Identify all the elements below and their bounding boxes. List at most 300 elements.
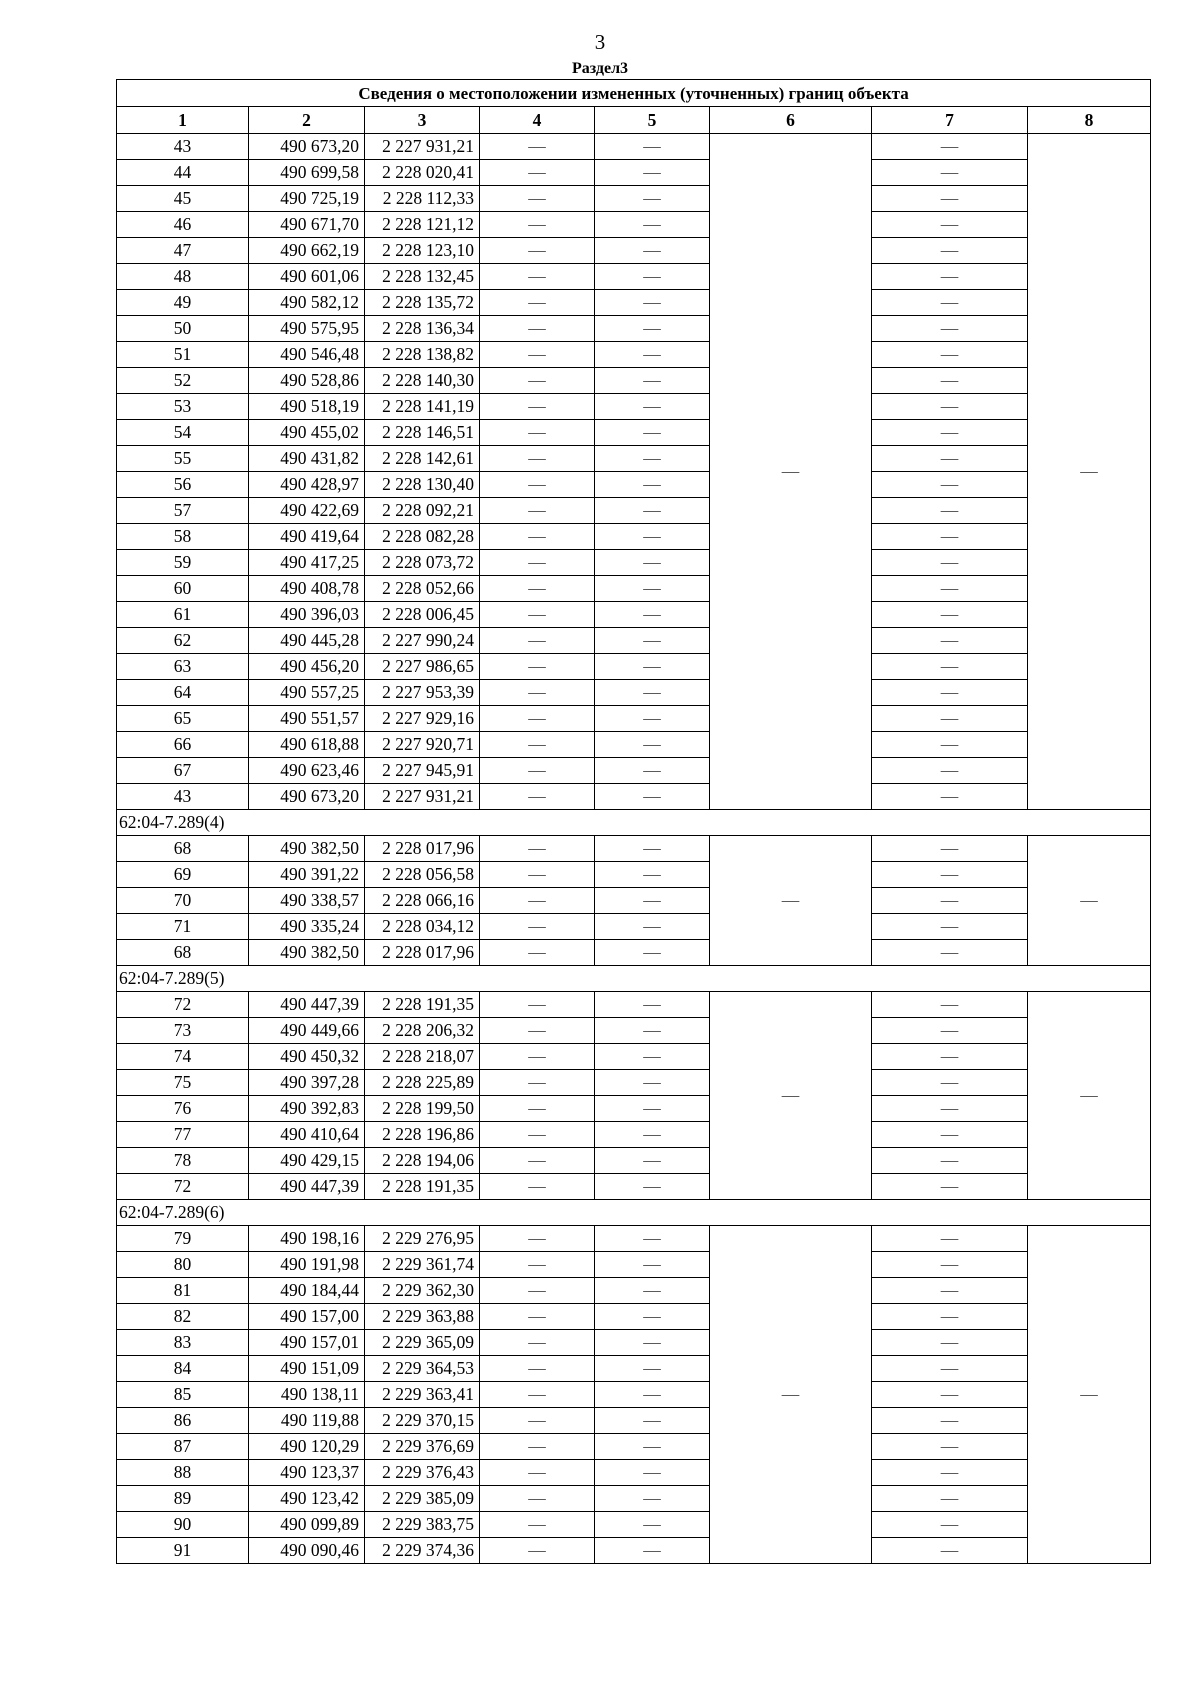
point-number-cell: 73 [117, 1018, 249, 1044]
point-number-cell: 67 [117, 758, 249, 784]
table-row [117, 992, 1151, 1018]
table-row [117, 732, 1151, 758]
point-number-cell: 58 [117, 524, 249, 550]
x-coordinate-cell: 490 151,09 [249, 1356, 365, 1382]
col7-dash-cell: — [872, 1252, 1028, 1278]
col5-dash-cell: — [595, 1070, 710, 1096]
y-coordinate-cell: 2 228 225,89 [365, 1070, 480, 1096]
col7-dash-cell: — [872, 706, 1028, 732]
col4-dash-cell: — [480, 706, 595, 732]
x-coordinate-cell: 490 575,95 [249, 316, 365, 342]
point-number-cell: 87 [117, 1434, 249, 1460]
col7-dash-cell: — [872, 290, 1028, 316]
col7-dash-cell: — [872, 1018, 1028, 1044]
col4-dash-cell: — [480, 1512, 595, 1538]
y-coordinate-cell: 2 228 206,32 [365, 1018, 480, 1044]
table-row [117, 1356, 1151, 1382]
group-label: 62:04-7.289(6) [117, 1200, 1151, 1226]
col7-dash-cell: — [872, 1070, 1028, 1096]
col4-dash-cell: — [480, 654, 595, 680]
col8-merged-dash-cell: — [1028, 1226, 1151, 1564]
y-coordinate-cell: 2 227 931,21 [365, 784, 480, 810]
col5-dash-cell: — [595, 836, 710, 862]
y-coordinate-cell: 2 228 199,50 [365, 1096, 480, 1122]
col7-dash-cell: — [872, 1330, 1028, 1356]
y-coordinate-cell: 2 229 276,95 [365, 1226, 480, 1252]
point-number-cell: 91 [117, 1538, 249, 1564]
col4-dash-cell: — [480, 342, 595, 368]
table-row [117, 888, 1151, 914]
table-row [117, 420, 1151, 446]
col7-dash-cell: — [872, 1486, 1028, 1512]
y-coordinate-cell: 2 229 376,69 [365, 1434, 480, 1460]
y-coordinate-cell: 2 227 953,39 [365, 680, 480, 706]
table-row [117, 758, 1151, 784]
group-label: 62:04-7.289(5) [117, 966, 1151, 992]
table-row [117, 342, 1151, 368]
table-row [117, 550, 1151, 576]
column-header: 3 [365, 107, 480, 134]
col7-dash-cell: — [872, 420, 1028, 446]
x-coordinate-cell: 490 431,82 [249, 446, 365, 472]
col4-dash-cell: — [480, 1486, 595, 1512]
x-coordinate-cell: 490 410,64 [249, 1122, 365, 1148]
col5-dash-cell: — [595, 368, 710, 394]
point-number-cell: 48 [117, 264, 249, 290]
point-number-cell: 86 [117, 1408, 249, 1434]
point-number-cell: 43 [117, 134, 249, 160]
section-label: Раздел3 [571, 60, 629, 77]
y-coordinate-cell: 2 229 385,09 [365, 1486, 480, 1512]
col5-dash-cell: — [595, 1226, 710, 1252]
table-row [117, 1538, 1151, 1564]
col5-dash-cell: — [595, 186, 710, 212]
x-coordinate-cell: 490 725,19 [249, 186, 365, 212]
y-coordinate-cell: 2 228 073,72 [365, 550, 480, 576]
col7-dash-cell: — [872, 732, 1028, 758]
x-coordinate-cell: 490 623,46 [249, 758, 365, 784]
x-coordinate-cell: 490 198,16 [249, 1226, 365, 1252]
col7-dash-cell: — [872, 160, 1028, 186]
col8-merged-dash-cell: — [1028, 134, 1151, 810]
col7-dash-cell: — [872, 1148, 1028, 1174]
x-coordinate-cell: 490 382,50 [249, 836, 365, 862]
col4-dash-cell: — [480, 914, 595, 940]
col4-dash-cell: — [480, 420, 595, 446]
x-coordinate-cell: 490 120,29 [249, 1434, 365, 1460]
col4-dash-cell: — [480, 836, 595, 862]
col7-dash-cell: — [872, 576, 1028, 602]
point-number-cell: 62 [117, 628, 249, 654]
col4-dash-cell: — [480, 1278, 595, 1304]
col4-dash-cell: — [480, 888, 595, 914]
table-row [117, 160, 1151, 186]
y-coordinate-cell: 2 228 052,66 [365, 576, 480, 602]
group-label-row [117, 810, 1151, 836]
x-coordinate-cell: 490 662,19 [249, 238, 365, 264]
col5-dash-cell: — [595, 212, 710, 238]
table-row [117, 498, 1151, 524]
col6-merged-dash-cell: — [710, 836, 872, 966]
col7-dash-cell: — [872, 394, 1028, 420]
point-number-cell: 71 [117, 914, 249, 940]
col5-dash-cell: — [595, 680, 710, 706]
x-coordinate-cell: 490 671,70 [249, 212, 365, 238]
x-coordinate-cell: 490 455,02 [249, 420, 365, 446]
point-number-cell: 84 [117, 1356, 249, 1382]
table-row [117, 1460, 1151, 1486]
table-row [117, 1096, 1151, 1122]
point-number-cell: 79 [117, 1226, 249, 1252]
table-row [117, 1226, 1151, 1252]
col4-dash-cell: — [480, 1252, 595, 1278]
col5-dash-cell: — [595, 472, 710, 498]
y-coordinate-cell: 2 229 383,75 [365, 1512, 480, 1538]
col5-dash-cell: — [595, 160, 710, 186]
col5-dash-cell: — [595, 498, 710, 524]
y-coordinate-cell: 2 229 364,53 [365, 1356, 480, 1382]
col4-dash-cell: — [480, 160, 595, 186]
x-coordinate-cell: 490 582,12 [249, 290, 365, 316]
col4-dash-cell: — [480, 1408, 595, 1434]
col5-dash-cell: — [595, 1278, 710, 1304]
table-row [117, 1278, 1151, 1304]
y-coordinate-cell: 2 229 370,15 [365, 1408, 480, 1434]
col4-dash-cell: — [480, 1356, 595, 1382]
col4-dash-cell: — [480, 1148, 595, 1174]
col5-dash-cell: — [595, 1304, 710, 1330]
column-header: 4 [480, 107, 595, 134]
y-coordinate-cell: 2 228 191,35 [365, 992, 480, 1018]
col4-dash-cell: — [480, 1460, 595, 1486]
col5-dash-cell: — [595, 758, 710, 784]
col5-dash-cell: — [595, 342, 710, 368]
col5-dash-cell: — [595, 576, 710, 602]
col7-dash-cell: — [872, 940, 1028, 966]
table-row [117, 784, 1151, 810]
col7-dash-cell: — [872, 1226, 1028, 1252]
col5-dash-cell: — [595, 1096, 710, 1122]
col7-dash-cell: — [872, 914, 1028, 940]
y-coordinate-cell: 2 228 121,12 [365, 212, 480, 238]
point-number-cell: 53 [117, 394, 249, 420]
point-number-cell: 64 [117, 680, 249, 706]
point-number-cell: 57 [117, 498, 249, 524]
col4-dash-cell: — [480, 550, 595, 576]
table-row [117, 602, 1151, 628]
point-number-cell: 65 [117, 706, 249, 732]
col5-dash-cell: — [595, 784, 710, 810]
table-row [117, 1070, 1151, 1096]
col5-dash-cell: — [595, 1460, 710, 1486]
page-number: 3 [594, 30, 606, 54]
table-row [117, 1434, 1151, 1460]
col4-dash-cell: — [480, 290, 595, 316]
y-coordinate-cell: 2 228 135,72 [365, 290, 480, 316]
col7-dash-cell: — [872, 992, 1028, 1018]
col8-merged-dash-cell: — [1028, 836, 1151, 966]
col5-dash-cell: — [595, 446, 710, 472]
table-row [117, 186, 1151, 212]
y-coordinate-cell: 2 228 066,16 [365, 888, 480, 914]
x-coordinate-cell: 490 551,57 [249, 706, 365, 732]
x-coordinate-cell: 490 157,00 [249, 1304, 365, 1330]
col4-dash-cell: — [480, 134, 595, 160]
point-number-cell: 88 [117, 1460, 249, 1486]
col7-dash-cell: — [872, 1044, 1028, 1070]
x-coordinate-cell: 490 557,25 [249, 680, 365, 706]
y-coordinate-cell: 2 228 140,30 [365, 368, 480, 394]
point-number-cell: 85 [117, 1382, 249, 1408]
table-row [117, 290, 1151, 316]
x-coordinate-cell: 490 419,64 [249, 524, 365, 550]
col4-dash-cell: — [480, 680, 595, 706]
col4-dash-cell: — [480, 1070, 595, 1096]
y-coordinate-cell: 2 228 138,82 [365, 342, 480, 368]
table-row [117, 680, 1151, 706]
col4-dash-cell: — [480, 316, 595, 342]
col5-dash-cell: — [595, 1408, 710, 1434]
y-coordinate-cell: 2 227 990,24 [365, 628, 480, 654]
table-row [117, 1382, 1151, 1408]
point-number-cell: 55 [117, 446, 249, 472]
col7-dash-cell: — [872, 1460, 1028, 1486]
col5-dash-cell: — [595, 550, 710, 576]
col7-dash-cell: — [872, 316, 1028, 342]
x-coordinate-cell: 490 518,19 [249, 394, 365, 420]
col5-dash-cell: — [595, 1174, 710, 1200]
x-coordinate-cell: 490 090,46 [249, 1538, 365, 1564]
x-coordinate-cell: 490 338,57 [249, 888, 365, 914]
col4-dash-cell: — [480, 1382, 595, 1408]
table-row [117, 472, 1151, 498]
x-coordinate-cell: 490 673,20 [249, 784, 365, 810]
col4-dash-cell: — [480, 264, 595, 290]
col5-dash-cell: — [595, 1252, 710, 1278]
point-number-cell: 76 [117, 1096, 249, 1122]
point-number-cell: 60 [117, 576, 249, 602]
y-coordinate-cell: 2 228 020,41 [365, 160, 480, 186]
y-coordinate-cell: 2 228 191,35 [365, 1174, 480, 1200]
col5-dash-cell: — [595, 628, 710, 654]
col5-dash-cell: — [595, 940, 710, 966]
col5-dash-cell: — [595, 862, 710, 888]
col5-dash-cell: — [595, 420, 710, 446]
point-number-cell: 61 [117, 602, 249, 628]
table-row [117, 394, 1151, 420]
col5-dash-cell: — [595, 1382, 710, 1408]
col6-merged-dash-cell: — [710, 1226, 872, 1564]
col5-dash-cell: — [595, 602, 710, 628]
col5-dash-cell: — [595, 1434, 710, 1460]
col4-dash-cell: — [480, 628, 595, 654]
table-row [117, 1486, 1151, 1512]
point-number-cell: 82 [117, 1304, 249, 1330]
boundary-coordinates-table [116, 79, 1151, 1564]
table-row [117, 1252, 1151, 1278]
col5-dash-cell: — [595, 1538, 710, 1564]
col5-dash-cell: — [595, 524, 710, 550]
point-number-cell: 80 [117, 1252, 249, 1278]
point-number-cell: 90 [117, 1512, 249, 1538]
col7-dash-cell: — [872, 1512, 1028, 1538]
point-number-cell: 89 [117, 1486, 249, 1512]
y-coordinate-cell: 2 228 218,07 [365, 1044, 480, 1070]
col5-dash-cell: — [595, 264, 710, 290]
column-header: 2 [249, 107, 365, 134]
x-coordinate-cell: 490 123,37 [249, 1460, 365, 1486]
y-coordinate-cell: 2 228 017,96 [365, 940, 480, 966]
y-coordinate-cell: 2 227 920,71 [365, 732, 480, 758]
table-row [117, 1304, 1151, 1330]
col7-dash-cell: — [872, 498, 1028, 524]
table-row [117, 706, 1151, 732]
point-number-cell: 45 [117, 186, 249, 212]
col4-dash-cell: — [480, 368, 595, 394]
col7-dash-cell: — [872, 212, 1028, 238]
col4-dash-cell: — [480, 472, 595, 498]
col5-dash-cell: — [595, 1356, 710, 1382]
table-row [117, 1174, 1151, 1200]
x-coordinate-cell: 490 119,88 [249, 1408, 365, 1434]
x-coordinate-cell: 490 450,32 [249, 1044, 365, 1070]
col4-dash-cell: — [480, 732, 595, 758]
point-number-cell: 81 [117, 1278, 249, 1304]
table-row [117, 238, 1151, 264]
point-number-cell: 70 [117, 888, 249, 914]
y-coordinate-cell: 2 227 931,21 [365, 134, 480, 160]
col5-dash-cell: — [595, 914, 710, 940]
column-header: 5 [595, 107, 710, 134]
col7-dash-cell: — [872, 1122, 1028, 1148]
x-coordinate-cell: 490 382,50 [249, 940, 365, 966]
col7-dash-cell: — [872, 628, 1028, 654]
table-row [117, 212, 1151, 238]
y-coordinate-cell: 2 228 194,06 [365, 1148, 480, 1174]
col7-dash-cell: — [872, 1382, 1028, 1408]
y-coordinate-cell: 2 228 146,51 [365, 420, 480, 446]
x-coordinate-cell: 490 138,11 [249, 1382, 365, 1408]
point-number-cell: 63 [117, 654, 249, 680]
col7-dash-cell: — [872, 1408, 1028, 1434]
x-coordinate-cell: 490 447,39 [249, 1174, 365, 1200]
col4-dash-cell: — [480, 1304, 595, 1330]
table-row [117, 1122, 1151, 1148]
col5-dash-cell: — [595, 1018, 710, 1044]
table-row [117, 316, 1151, 342]
col8-merged-dash-cell: — [1028, 992, 1151, 1200]
table-row [117, 446, 1151, 472]
col7-dash-cell: — [872, 1278, 1028, 1304]
table-title: Сведения о местоположении измененных (уточненных) границ объекта [117, 80, 1151, 107]
x-coordinate-cell: 490 428,97 [249, 472, 365, 498]
y-coordinate-cell: 2 228 092,21 [365, 498, 480, 524]
table-row [117, 264, 1151, 290]
column-header: 1 [117, 107, 249, 134]
col5-dash-cell: — [595, 1486, 710, 1512]
col7-dash-cell: — [872, 342, 1028, 368]
table-row [117, 940, 1151, 966]
x-coordinate-cell: 490 445,28 [249, 628, 365, 654]
x-coordinate-cell: 490 546,48 [249, 342, 365, 368]
table-row [117, 134, 1151, 160]
y-coordinate-cell: 2 229 362,30 [365, 1278, 480, 1304]
y-coordinate-cell: 2 228 132,45 [365, 264, 480, 290]
col4-dash-cell: — [480, 602, 595, 628]
x-coordinate-cell: 490 699,58 [249, 160, 365, 186]
col4-dash-cell: — [480, 1330, 595, 1356]
x-coordinate-cell: 490 422,69 [249, 498, 365, 524]
y-coordinate-cell: 2 229 365,09 [365, 1330, 480, 1356]
x-coordinate-cell: 490 408,78 [249, 576, 365, 602]
col7-dash-cell: — [872, 1356, 1028, 1382]
col4-dash-cell: — [480, 1538, 595, 1564]
group-label-row [117, 1200, 1151, 1226]
point-number-cell: 54 [117, 420, 249, 446]
col5-dash-cell: — [595, 1122, 710, 1148]
table-row [117, 1018, 1151, 1044]
table-row [117, 654, 1151, 680]
column-header-row [117, 107, 1151, 134]
point-number-cell: 66 [117, 732, 249, 758]
table-row [117, 914, 1151, 940]
col7-dash-cell: — [872, 264, 1028, 290]
y-coordinate-cell: 2 228 112,33 [365, 186, 480, 212]
col5-dash-cell: — [595, 1148, 710, 1174]
x-coordinate-cell: 490 184,44 [249, 1278, 365, 1304]
col5-dash-cell: — [595, 732, 710, 758]
x-coordinate-cell: 490 601,06 [249, 264, 365, 290]
col5-dash-cell: — [595, 238, 710, 264]
col7-dash-cell: — [872, 238, 1028, 264]
col7-dash-cell: — [872, 368, 1028, 394]
col4-dash-cell: — [480, 498, 595, 524]
x-coordinate-cell: 490 191,98 [249, 1252, 365, 1278]
col4-dash-cell: — [480, 1174, 595, 1200]
col7-dash-cell: — [872, 134, 1028, 160]
y-coordinate-cell: 2 228 082,28 [365, 524, 480, 550]
y-coordinate-cell: 2 228 196,86 [365, 1122, 480, 1148]
point-number-cell: 43 [117, 784, 249, 810]
point-number-cell: 44 [117, 160, 249, 186]
table-row [117, 1408, 1151, 1434]
col5-dash-cell: — [595, 888, 710, 914]
y-coordinate-cell: 2 228 056,58 [365, 862, 480, 888]
col5-dash-cell: — [595, 992, 710, 1018]
point-number-cell: 78 [117, 1148, 249, 1174]
y-coordinate-cell: 2 227 986,65 [365, 654, 480, 680]
y-coordinate-cell: 2 228 130,40 [365, 472, 480, 498]
point-number-cell: 69 [117, 862, 249, 888]
col7-dash-cell: — [872, 472, 1028, 498]
point-number-cell: 72 [117, 1174, 249, 1200]
col4-dash-cell: — [480, 212, 595, 238]
col7-dash-cell: — [872, 888, 1028, 914]
x-coordinate-cell: 490 392,83 [249, 1096, 365, 1122]
col7-dash-cell: — [872, 446, 1028, 472]
point-number-cell: 46 [117, 212, 249, 238]
col5-dash-cell: — [595, 1330, 710, 1356]
y-coordinate-cell: 2 228 006,45 [365, 602, 480, 628]
y-coordinate-cell: 2 229 361,74 [365, 1252, 480, 1278]
table-row [117, 576, 1151, 602]
col7-dash-cell: — [872, 1304, 1028, 1330]
col7-dash-cell: — [872, 524, 1028, 550]
col4-dash-cell: — [480, 1122, 595, 1148]
col4-dash-cell: — [480, 394, 595, 420]
x-coordinate-cell: 490 335,24 [249, 914, 365, 940]
col4-dash-cell: — [480, 524, 595, 550]
